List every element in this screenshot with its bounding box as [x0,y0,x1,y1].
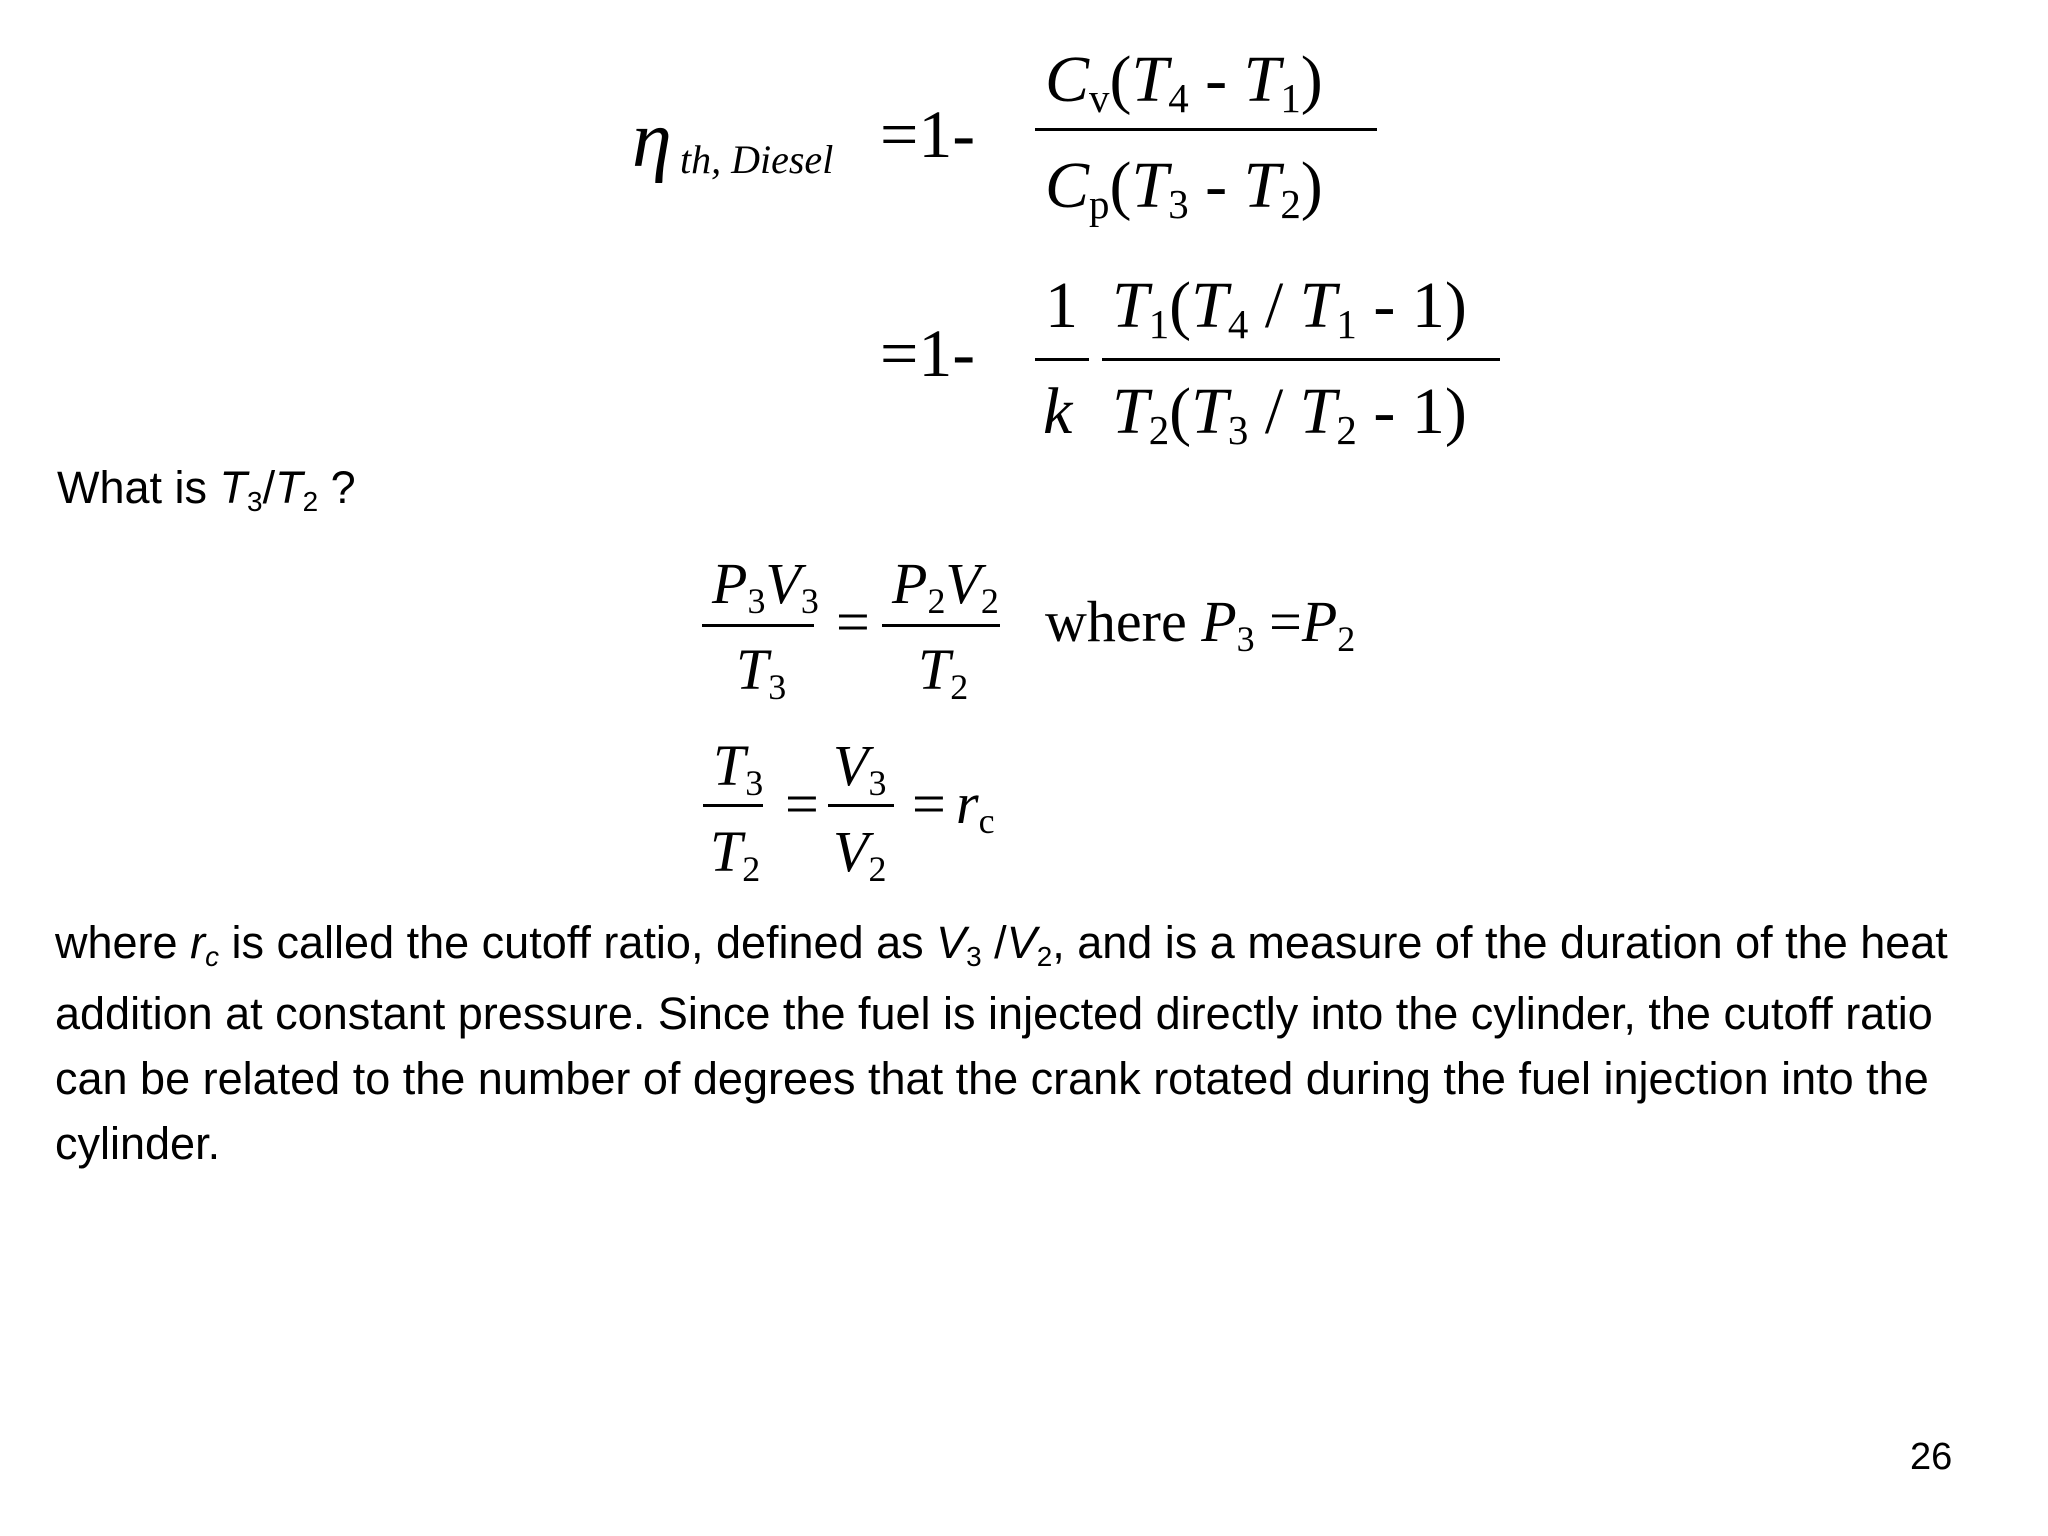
eq2-small-denominator: k [1043,375,1073,448]
eq1-fraction-bar [1035,128,1377,131]
eq4-left-denominator: T2 [710,819,761,890]
eq2-fraction-bar [1102,358,1500,361]
eq3-right-bar [882,624,1000,627]
eq3-equals: = [836,589,870,655]
eq4-left-bar [703,804,763,807]
eq4-cutoff-symbol: rc [956,771,995,842]
eq4-equals-1: = [785,771,819,837]
eq4-equals-2: = [912,771,946,837]
page-number: 26 [1910,1436,1953,1478]
eq3-left-denominator: T3 [736,637,787,708]
eq1-numerator: Cv(T4 - T1) [1045,43,1323,122]
eq1-prefix: =1- [880,96,975,172]
eta-subscript: th, Diesel [680,137,834,182]
eq2-numerator: T1(T4 / T1 - 1) [1112,269,1467,348]
eq4-middle-bar [828,804,894,807]
explanation-paragraph: where rc is called the cutoff ratio, defined as V3 /V2, and is a measure of the duration of the heat addition at constant pressure. Since the fuel is injected directly into the cylinder, the cutoff ratio can be related to the number of degrees that the crank rotated during the fuel injection into the cylinder. [55,917,1948,1169]
question-text: What is T3/T2 ? [57,462,356,518]
eq2-small-bar [1035,358,1089,361]
eq3-left-numerator: P3V3 [712,551,819,622]
eq2-prefix: =1- [880,315,975,391]
eq2-small-numerator: 1 [1045,269,1078,342]
eq4-middle-denominator: V2 [833,819,887,890]
eq3-condition: where P3 =P2 [1045,589,1356,660]
eq3-left-bar [702,624,814,627]
eq4-left-numerator: T3 [713,733,764,804]
eq2-denominator: T2(T3 / T2 - 1) [1112,375,1467,454]
eta-symbol: η [632,96,672,184]
eq3-right-numerator: P2V2 [892,551,999,622]
eq1-denominator: Cp(T3 - T2) [1045,149,1323,228]
eq3-right-denominator: T2 [918,637,969,708]
eq4-middle-numerator: V3 [833,733,887,804]
